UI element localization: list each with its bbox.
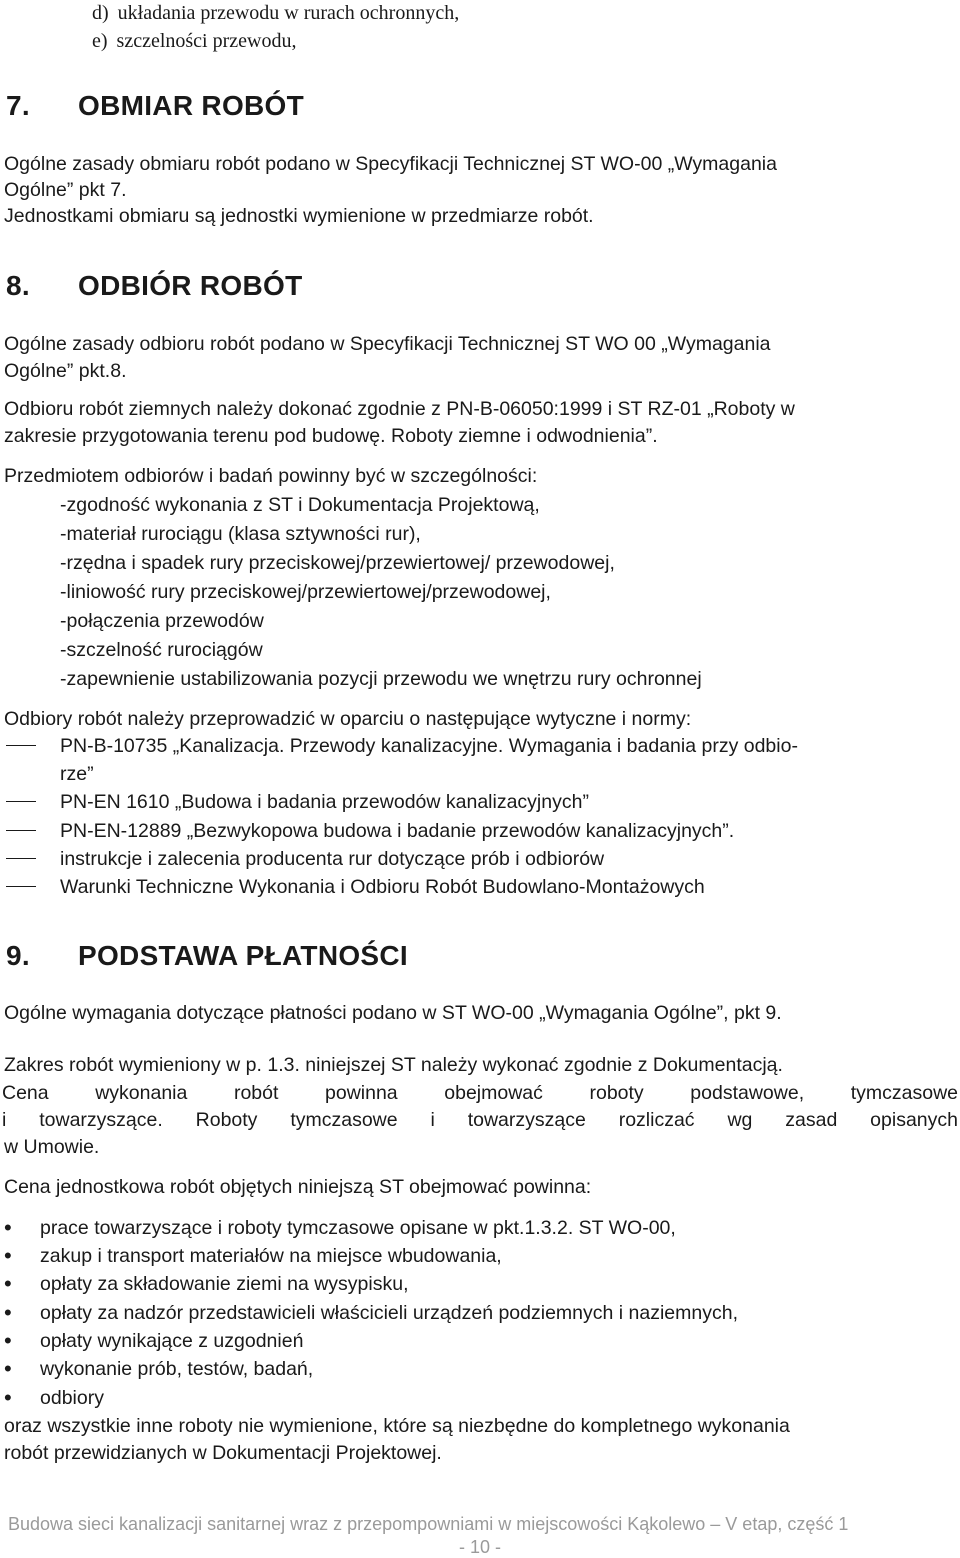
check-item: -liniowość rury przeciskowej/przewiertowej/przewodowej,	[60, 581, 551, 603]
section-title: PODSTAWA PŁATNOŚCI	[78, 940, 408, 971]
paragraph-line: Ogólne zasady odbioru robót podano w Specyfikacji Technicznej ST WO 00 „Wymagania	[4, 333, 771, 355]
bullet-item: • opłaty za nadzór przedstawicieli właścicieli urządzeń podziemnych i naziemnych,	[4, 1300, 738, 1325]
paragraph-line: Ogólne zasady obmiaru robót podano w Specyfikacji Technicznej ST WO-00 „Wymagania	[4, 153, 777, 175]
check-item: -zgodność wykonania z ST i Dokumentacja Projektową,	[60, 494, 540, 516]
list-text: układania przewodu w rurach ochronnych,	[117, 2, 460, 24]
list-letter: d)	[92, 2, 109, 24]
bullet-item: • odbiory	[4, 1385, 104, 1410]
section-number: 8.	[6, 270, 30, 301]
paragraph-line: Ogólne wymagania dotyczące płatności podano w ST WO-00 „Wymagania Ogólne”, pkt 9.	[4, 1002, 782, 1024]
norm-item: PN-EN 1610 „Budowa i badania przewodów kanalizacyjnych”	[60, 791, 589, 813]
bullet-icon: •	[4, 1356, 12, 1381]
bullet-icon: •	[4, 1243, 12, 1268]
bullet-icon: •	[4, 1271, 12, 1296]
dash-icon	[6, 858, 36, 859]
section-title: ODBIÓR ROBÓT	[78, 270, 303, 301]
bullet-icon: •	[4, 1385, 12, 1410]
paragraph-line: oraz wszystkie inne roboty nie wymienione, które są niezbędne do kompletnego wykonania	[4, 1415, 790, 1437]
bullet-item: • opłaty za składowanie ziemi na wysypisku,	[4, 1271, 409, 1296]
section-title: OBMIAR ROBÓT	[78, 90, 305, 121]
section-heading	[6, 270, 302, 302]
norm-item: Warunki Techniczne Wykonania i Odbioru Robót Budowlano-Montażowych	[60, 876, 705, 898]
bullet-icon: •	[4, 1328, 12, 1353]
paragraph-line: Ogólne” pkt 7.	[4, 179, 127, 201]
dash-icon	[6, 830, 36, 831]
paragraph-line: Zakres robót wymieniony w p. 1.3. niniejszej ST należy wykonać zgodnie z Dokumentacją.	[4, 1054, 783, 1076]
paragraph-line: Przedmiotem odbiorów i badań powinny być w szczególności:	[4, 465, 538, 487]
dash-icon	[6, 801, 36, 802]
bullet-icon: •	[4, 1215, 12, 1240]
norm-item: instrukcje i zalecenia producenta rur dotyczące prób i odbiorów	[60, 848, 605, 870]
bullet-item: • zakup i transport materiałów na miejsce wbudowania,	[4, 1243, 502, 1268]
check-item: -szczelność rurociągów	[60, 639, 263, 661]
page-footer: Budowa sieci kanalizacji sanitarnej wraz z przepompowniami w miejscowości Kąkolewo – V etap, część 1	[8, 1514, 849, 1534]
paragraph-line: i towarzyszące. Roboty tymczasowe i towarzyszące rozliczać wg zasad opisanych	[2, 1109, 958, 1131]
section-heading	[6, 90, 304, 122]
paragraph-line: Odbiory robót należy przeprowadzić w oparciu o następujące wytyczne i normy:	[4, 708, 692, 730]
dash-icon	[6, 745, 36, 746]
list-item	[92, 2, 459, 25]
paragraph-line: Cena wykonania robót powinna obejmować roboty podstawowe, tymczasowe	[2, 1082, 958, 1104]
norm-item: PN-B-10735 „Kanalizacja. Przewody kanalizacyjne. Wymagania i badania przy odbio-	[60, 735, 798, 757]
paragraph-line: Cena jednostkowa robót objętych niniejszą ST obejmować powinna:	[4, 1176, 592, 1198]
list-text: szczelności przewodu,	[116, 30, 297, 52]
paragraph-line: Ogólne” pkt.8.	[4, 360, 127, 382]
check-item: -materiał rurociągu (klasa sztywności rur),	[60, 523, 421, 545]
norm-item: PN-EN-12889 „Bezwykopowa budowa i badanie przewodów kanalizacyjnych”.	[60, 820, 735, 842]
paragraph-line: zakresie przygotowania terenu pod budowę. Roboty ziemne i odwodnienia”.	[4, 425, 658, 447]
norm-item-continued: rze”	[60, 763, 94, 785]
list-letter: e)	[92, 30, 108, 52]
bullet-item: • prace towarzyszące i roboty tymczasowe opisane w pkt.1.3.2. ST WO-00,	[4, 1215, 676, 1240]
bullet-item: • opłaty wynikające z uzgodnień	[4, 1328, 304, 1353]
list-item	[92, 30, 296, 53]
paragraph-line: Jednostkami obmiaru są jednostki wymienione w przedmiarze robót.	[4, 205, 594, 227]
check-item: -rzędna i spadek rury przeciskowej/przewiertowej/ przewodowej,	[60, 552, 615, 574]
dash-icon	[6, 886, 36, 887]
paragraph-line: robót przewidzianych w Dokumentacji Projektowej.	[4, 1442, 442, 1464]
page-number: - 10 -	[458, 1537, 501, 1557]
paragraph-line: w Umowie.	[4, 1136, 100, 1158]
section-number: 7.	[6, 90, 30, 121]
bullet-item: • wykonanie prób, testów, badań,	[4, 1356, 314, 1381]
bullet-icon: •	[4, 1300, 12, 1325]
section-number: 9.	[6, 940, 30, 971]
paragraph-line: Odbioru robót ziemnych należy dokonać zgodnie z PN-B-06050:1999 i ST RZ-01 „Roboty w	[4, 398, 795, 420]
section-heading	[6, 940, 408, 972]
check-item: -zapewnienie ustabilizowania pozycji przewodu we wnętrzu rury ochronnej	[60, 668, 702, 690]
check-item: -połączenia przewodów	[60, 610, 264, 632]
